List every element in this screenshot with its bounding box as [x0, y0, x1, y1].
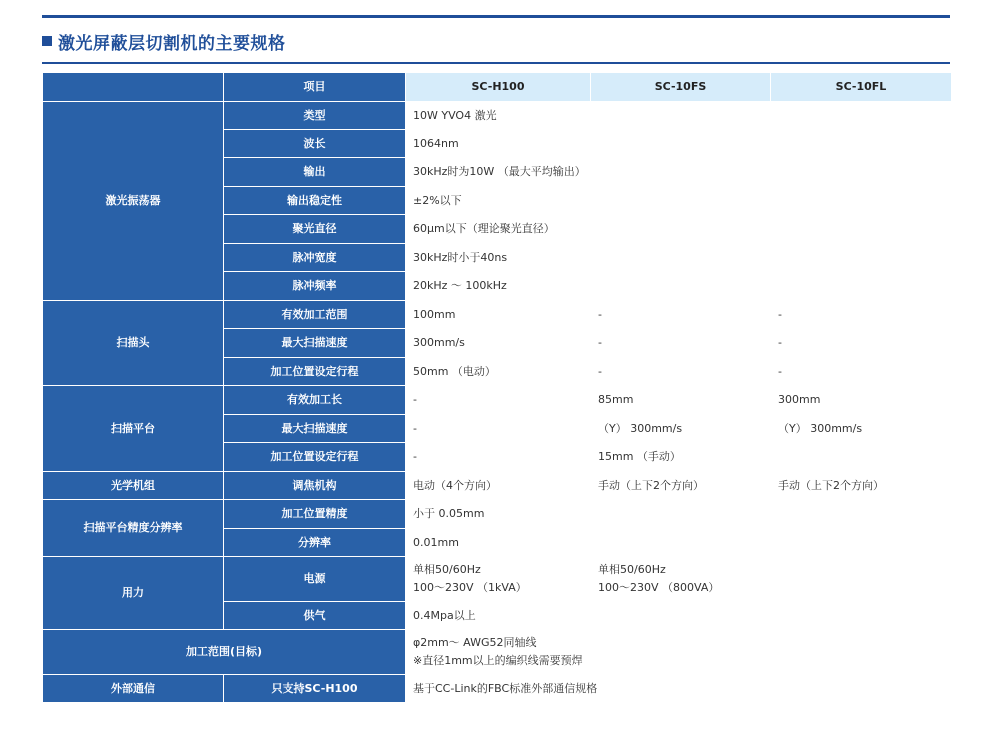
category-range: 加工范围(目标)	[43, 630, 406, 675]
category-precision: 扫描平台精度分辨率	[43, 500, 224, 557]
item-label: 加工位置精度	[224, 500, 406, 529]
item-label: 最大扫描速度	[224, 329, 406, 358]
value-cell: -	[771, 358, 952, 386]
table-row	[43, 472, 952, 500]
value-cell: -	[406, 443, 591, 472]
item-label: 分辨率	[224, 529, 406, 557]
item-label: 波长	[224, 130, 406, 158]
value-cell: 基于CC-Link的FBC标准外部通信规格	[406, 675, 952, 703]
value-cell: 30kHz时为10W （最大平均输出）	[406, 158, 952, 187]
table-row	[43, 557, 952, 602]
value-cell: 0.01mm	[406, 529, 952, 557]
item-label: 脉冲宽度	[224, 244, 406, 272]
value-cell: （Y） 300mm/s	[771, 415, 952, 443]
value-line: ※直径1mm以上的编织线需要预焊	[413, 654, 583, 667]
value-cell: 电动（4个方向）	[406, 472, 591, 500]
value-cell: 300mm/s	[406, 329, 591, 358]
item-label: 调焦机构	[224, 472, 406, 500]
value-cell: -	[591, 301, 771, 329]
item-label: 输出	[224, 158, 406, 187]
item-label: 类型	[224, 102, 406, 130]
value-cell: ±2%以下	[406, 187, 952, 215]
top-accent-line	[42, 15, 950, 18]
value-cell	[591, 557, 952, 602]
value-cell	[406, 557, 591, 602]
value-cell: -	[771, 301, 952, 329]
header-model-sc-h100: SC-H100	[406, 73, 591, 102]
category-comm: 外部通信	[43, 675, 224, 703]
value-cell: 手动（上下2个方向）	[771, 472, 952, 500]
table-row	[43, 675, 952, 703]
item-label: 最大扫描速度	[224, 415, 406, 443]
header-model-sc-10fl: SC-10FL	[771, 73, 952, 102]
value-cell: 15mm （手动）	[591, 443, 952, 472]
item-label: 加工位置设定行程	[224, 358, 406, 386]
square-bullet-icon	[42, 36, 52, 46]
item-label: 只支持SC-H100	[224, 675, 406, 703]
category-optics: 光学机组	[43, 472, 224, 500]
value-cell: 0.4Mpa以上	[406, 602, 952, 630]
table-row	[43, 500, 952, 529]
header-row	[43, 73, 952, 102]
section-heading	[42, 28, 286, 54]
table-row	[43, 102, 952, 130]
value-cell: 1064nm	[406, 130, 952, 158]
item-label: 脉冲频率	[224, 272, 406, 301]
value-cell: 10W YVO4 激光	[406, 102, 952, 130]
category-power: 用力	[43, 557, 224, 630]
category-scan-head: 扫描头	[43, 301, 224, 386]
item-label: 加工位置设定行程	[224, 443, 406, 472]
heading-divider	[42, 62, 950, 64]
item-label: 有效加工长	[224, 386, 406, 415]
value-cell	[406, 630, 952, 675]
header-item: 项目	[224, 73, 406, 102]
value-cell: 100mm	[406, 301, 591, 329]
value-cell: -	[771, 329, 952, 358]
value-line: 100～230V （800VA）	[598, 581, 720, 594]
item-label: 输出稳定性	[224, 187, 406, 215]
value-cell: -	[406, 415, 591, 443]
value-line: φ2mm～ AWG52同轴线	[413, 636, 537, 649]
table-row	[43, 630, 952, 675]
value-cell: 60μm以下（理论聚光直径）	[406, 215, 952, 244]
value-cell: 300mm	[771, 386, 952, 415]
value-cell: -	[406, 386, 591, 415]
category-laser: 激光振荡器	[43, 102, 224, 301]
value-line: 100～230V （1kVA）	[413, 581, 527, 594]
value-cell: （Y） 300mm/s	[591, 415, 771, 443]
category-scan-stage: 扫描平台	[43, 386, 224, 472]
value-cell: 20kHz ～ 100kHz	[406, 272, 952, 301]
value-cell: -	[591, 358, 771, 386]
value-line: 单相50/60Hz	[598, 563, 666, 576]
value-cell: 85mm	[591, 386, 771, 415]
value-line: 单相50/60Hz	[413, 563, 481, 576]
item-label: 有效加工范围	[224, 301, 406, 329]
value-cell: 50mm （电动）	[406, 358, 591, 386]
value-cell: -	[591, 329, 771, 358]
value-cell: 30kHz时小于40ns	[406, 244, 952, 272]
table-row	[43, 386, 952, 415]
item-label: 电源	[224, 557, 406, 602]
value-cell: 小于 0.05mm	[406, 500, 952, 529]
item-label: 聚光直径	[224, 215, 406, 244]
spec-table	[42, 72, 952, 703]
header-model-sc-10fs: SC-10FS	[591, 73, 771, 102]
item-label: 供气	[224, 602, 406, 630]
header-blank	[43, 73, 224, 102]
value-cell: 手动（上下2个方向）	[591, 472, 771, 500]
page-title: 激光屏蔽层切割机的主要规格	[58, 33, 286, 54]
table-row	[43, 301, 952, 329]
